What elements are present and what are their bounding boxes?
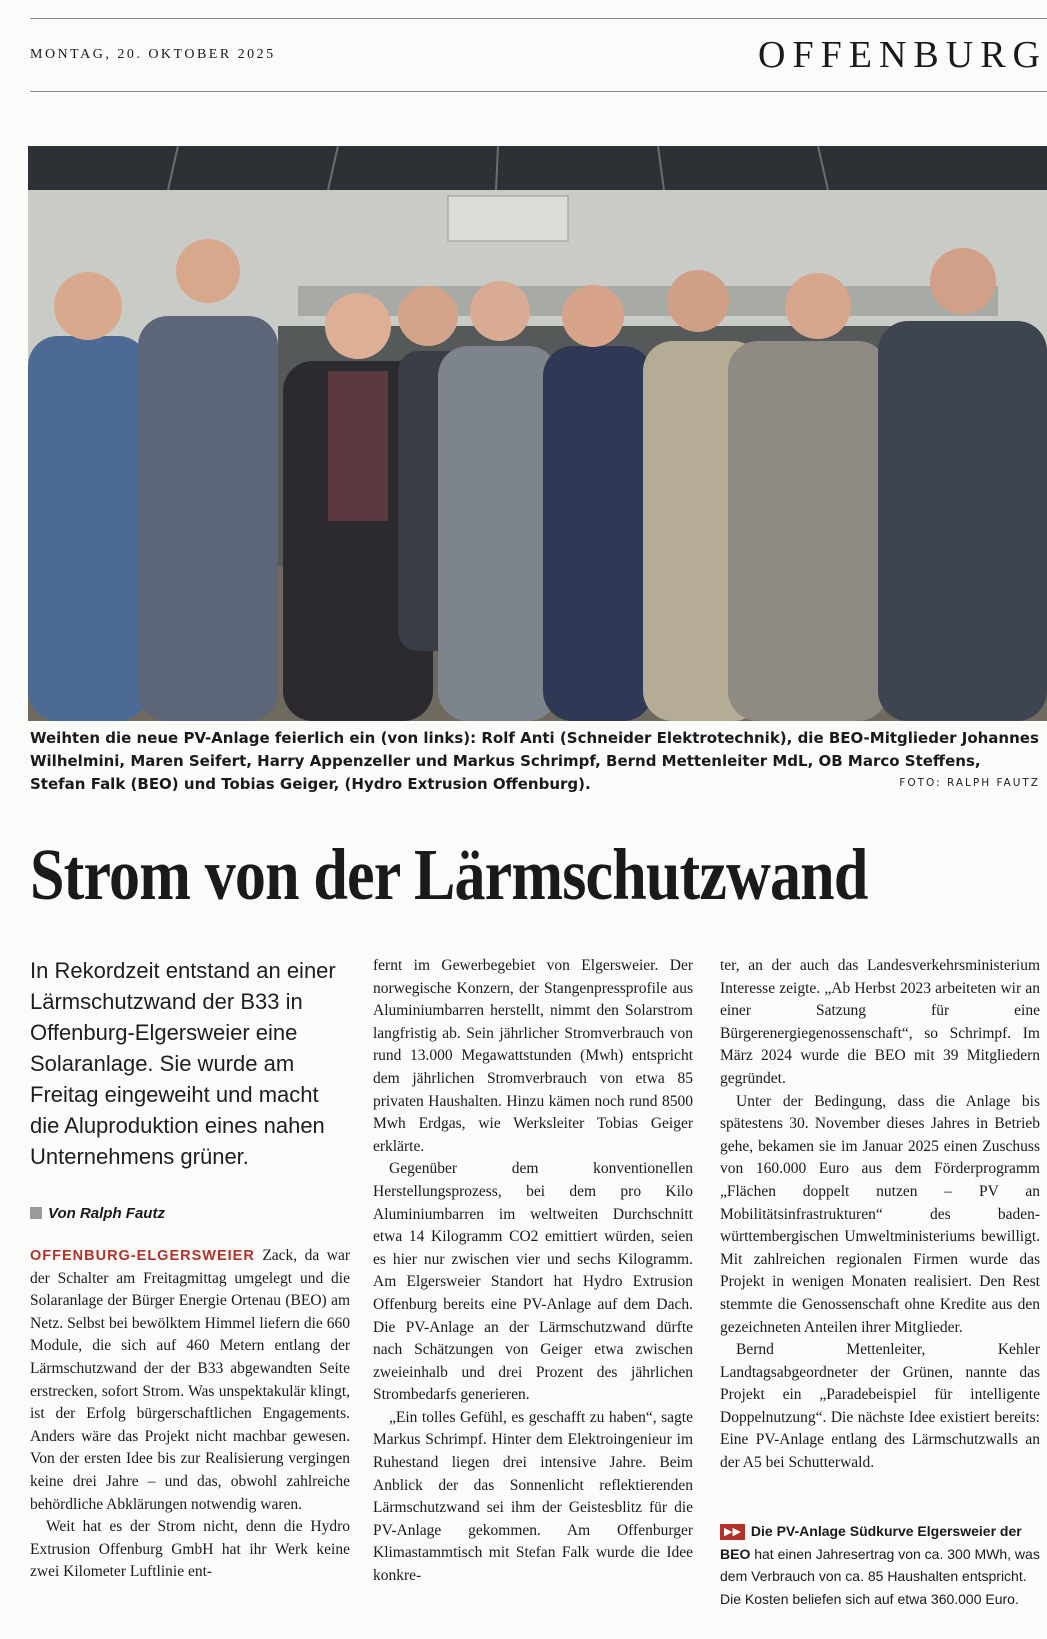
column-1	[30, 1245, 350, 1584]
lead-paragraph: In Rekordzeit entstand an einer Lärmschutzwand der B33 in Offenburg-Elgersweier eine Solaranlage. Sie wurde am Freitag eingeweiht und macht die Aluproduktion eines nahen Unternehmens grüner.	[30, 958, 336, 1169]
info-box	[720, 1520, 1040, 1610]
paragraph	[30, 1245, 350, 1516]
group-photo	[28, 146, 1047, 721]
byline-marker-icon	[30, 1207, 42, 1219]
issue-date: MONTAG, 20. OKTOBER 2025	[30, 47, 276, 62]
info-text: hat einen Jahresertrag von ca. 300 MWh, was dem Verbrauch von ca. 85 Haushalten entspricht. Die Kosten beliefen sich auf etwa 360.000 Euro.	[720, 1545, 1040, 1607]
paragraph: Weit hat es der Strom nicht, denn die Hydro Extrusion Offenburg GmbH hat ihr Werk keine zwei Kilometer Luftlinie ent-	[30, 1518, 350, 1581]
paragraph: fernt im Gewerbegebiet von Elgersweier. Der norwegische Konzern, der Stangenpressprofile aus Aluminiumbarren herstellt, nimmt den Solarstrom langfristig ab. Sein jährlicher Stromverbrauch von rund 13.000 Megawattstunden (Mwh) entspricht dem jährlichen Stromverbrauch von etwa 85 privaten Haushalten. Hinzu kämen noch rund 8500 Mwh Erdgas, wie Werksleiter Tobias Geiger erklärte.	[373, 957, 693, 1155]
column-3	[720, 955, 1040, 1475]
paragraph: Unter der Bedingung, dass die Anlage bis spätestens 30. November dieses Jahres in Betrieb gehe, bekamen sie im Januar 2025 einen Zuschuss von 160.000 Euro aus dem Förderprogramm „Flächen doppelt nutzen – PV an Mobilitätsinfrastrukturen“ des baden-württembergischen Umweltministeriums bewilligt. Mit zahlreichen regionalen Firmen wurde das Projekt in wenigen Monaten realisiert. Den Rest stemmte die Genossenschaft ohne Kredite aus den gezeichneten Anteilen ihrer Mitglieder.	[720, 1092, 1040, 1336]
info-highlight: Die PV-Anlage Südkurve Elgersweier der BEO	[720, 1523, 1022, 1562]
author-name: Von Ralph Fautz	[48, 1205, 165, 1222]
headline: Strom von der Lärmschutzwand	[30, 834, 868, 915]
byline	[30, 1205, 165, 1222]
paragraph: Bernd Mettenleiter, Kehler Landtagsabgeordneter der Grünen, nannte das Projekt ein „Paradebeispiel für intelligente Doppelnutzung“. Die nächste Idee existiert bereits: Eine PV-Anlage entlang des Lärmschutzwalls an der A5 bei Schutterwald.	[720, 1341, 1040, 1472]
dateline: OFFENBURG-ELGERSWEIER	[30, 1248, 255, 1264]
column-2	[373, 955, 693, 1588]
paragraph-text: Zack, da war der Schalter am Freitagmittag umgelegt und die Solaranlage der Bürger Energie Ortenau (BEO) am Netz. Selbst bei bewölktem Himmel liefern die 660 Module, die sich auf 460 Metern entlang der Lärmschutzwand der der B33 abgewandten Seite erstrecken, sofort Strom. Was unspektakulär klingt, ist der Erfolg bürgerschaftlichen Engagements. Anders wäre das Projekt nicht machbar gewesen. Von der ersten Idee bis zur Realisierung vergingen keine drei Jahre – und das, obwohl zahlreiche behördliche Abklärungen notwendig waren.	[30, 1247, 351, 1513]
masthead	[30, 18, 1047, 92]
fast-forward-icon: ▶▶	[720, 1524, 745, 1540]
paragraph: ter, an der auch das Landesverkehrsministerium Interesse zeigte. „Ab Herbst 2023 arbeiteten wir an einer Satzung für eine Bürgerenergiegenossenschaft“, so Schrimpf. Im März 2024 wurde die BEO mit 39 Mitgliedern gegründet.	[720, 957, 1040, 1087]
paragraph: „Ein tolles Gefühl, es geschafft zu haben“, sagte Markus Schrimpf. Hinter dem Elektroingenieur im Ruhestand liegen drei intensive Jahre. Beim Anblick der das Sonnenlicht reflektierenden Lärmschutzwand sei ihm der Geistesblitz für die PV-Anlage gekommen. Am Offenburger Klimastammtisch mit Stefan Falk wurde die Idee konkre-	[373, 1408, 693, 1585]
section-title: OFFENBURG	[758, 34, 1047, 76]
photo-caption: Weihten die neue PV-Anlage feierlich ein (von links): Rolf Anti (Schneider Elektrotechnik), die BEO-Mitglieder Johannes Wilhelmini, Maren Seifert, Harry Appenzeller und Markus Schrimpf, Bernd Mettenleiter MdL, OB Marco Steffens, Stefan Falk (BEO) und Tobias Geiger, (Hydro Extrusion Offenburg).	[30, 729, 1039, 793]
photo-credit: FOTO: RALPH FAUTZ	[899, 777, 1040, 789]
paragraph: Gegenüber dem konventionellen Herstellungsprozess, bei dem pro Kilo Aluminiumbarren im weltweiten Durchschnitt etwa 14 Kilogramm CO2 emittiert würden, seien es hier nur zwischen vier und sechs Kilogramm. Am Elgersweier Standort hat Hydro Extrusion Offenburg bereits eine PV-Anlage auf dem Dach. Die PV-Anlage an der Lärmschutzwand dürfte nach Schätzungen von Geiger etwa zwischen zweieinhalb und drei Prozent des jährlichen Strombedarfs generieren.	[373, 1160, 693, 1404]
